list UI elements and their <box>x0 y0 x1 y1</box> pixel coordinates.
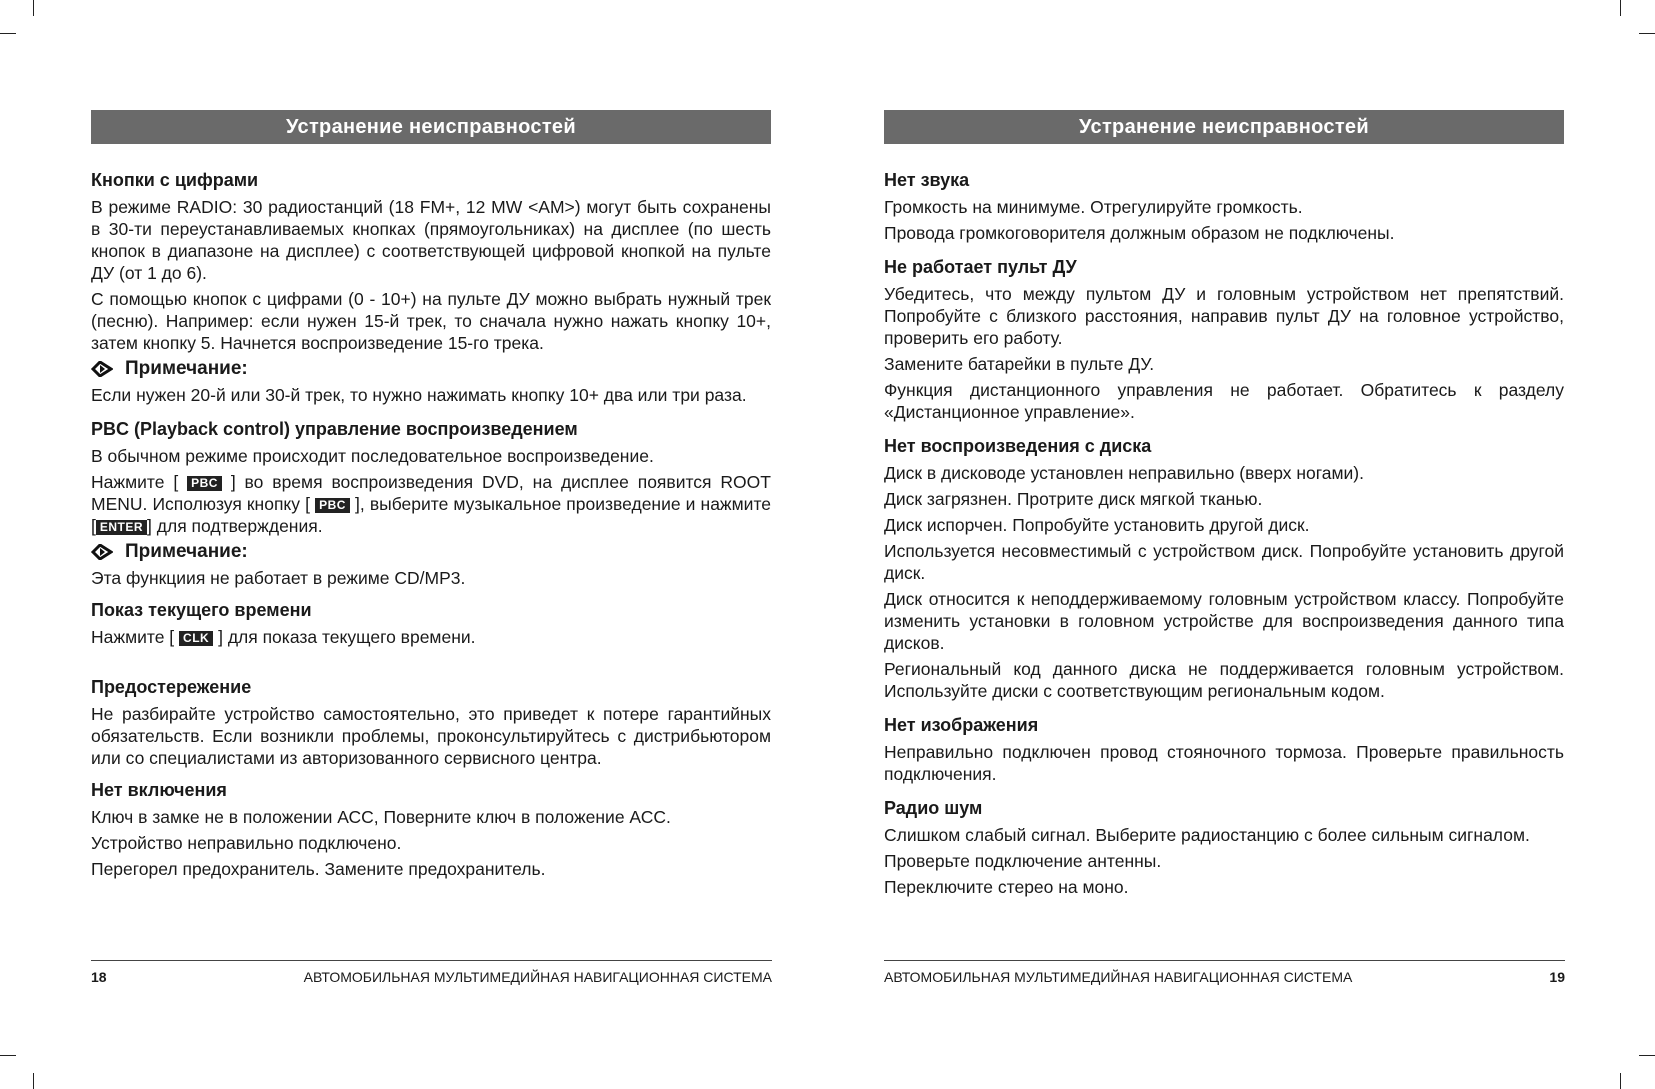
disc-line: Диск загрязнен. Протрите диск мягкой тканью. <box>884 489 1263 509</box>
crop-mark <box>0 33 16 34</box>
no-sound-line: Громкость на минимуме. Отрегулируйте громкость. <box>884 197 1303 217</box>
right-footer <box>884 960 1565 985</box>
no-sound-line: Провода громкоговорителя должным образом не подключены. <box>884 223 1395 243</box>
digits-paragraph-2: С помощью кнопок с цифрами (0 - 10+) на пульте ДУ можно выбрать нужный трек (песню). Например: если нужен 15-й трек, то сначала нужно нажать кнопку 10+, затем кнопку 5. Начнется воспроизведение 15-го трека. <box>91 289 771 353</box>
text-run: ] во время воспроизведения DVD, на дисплее появится ROOT MENU. Исполюзуя кнопку [ <box>91 472 771 514</box>
disc-heading: Нет воспроизведения с диска <box>884 436 1152 456</box>
remote-heading: Не работает пульт ДУ <box>884 257 1077 277</box>
radio-heading: Радио шум <box>884 798 983 818</box>
right-page <box>884 110 1564 902</box>
left-page <box>91 110 771 884</box>
pbc-key-badge: PBC <box>315 498 350 513</box>
page-number: 19 <box>1549 969 1565 985</box>
digits-heading: Кнопки с цифрами <box>91 170 259 190</box>
crop-mark <box>1620 0 1621 16</box>
crop-mark <box>1620 1073 1621 1089</box>
section-banner: Устранение неисправностей <box>884 110 1564 144</box>
no-sound-heading: Нет звука <box>884 170 970 190</box>
pbc-paragraph-1: В обычном режиме происходит последовательное воспроизведение. <box>91 446 654 466</box>
radio-line: Проверьте подключение антенны. <box>884 851 1162 871</box>
enter-key-badge: ENTER <box>96 520 147 535</box>
note-2 <box>91 541 771 563</box>
disc-line: Диск относится к неподдерживаемому головным устройством классу. Попробуйте изменить установки в головном устройстве для воспроизведения данного типа дисков. <box>884 589 1564 653</box>
remote-line: Функция дистанционного управления не работает. Обратитесь к разделу «Дистанционное управление». <box>884 380 1564 422</box>
no-power-line: Ключ в замке не в положении АСС, Поверните ключ в положение АСС. <box>91 807 671 827</box>
note-2-text: Эта функциия не работает в режиме CD/MP3. <box>91 568 466 588</box>
radio-line: Переключите стерео на моно. <box>884 877 1129 897</box>
note-1-text: Если нужен 20-й или 30-й трек, то нужно нажимать кнопку 10+ два или три раза. <box>91 385 747 405</box>
page-number: 18 <box>91 969 107 985</box>
remote-line: Убедитесь, что между пультом ДУ и головным устройством нет препятствий. Попробуйте с близкого расстояния, направив пульт ДУ на головное устройство, проверить его работу. <box>884 284 1564 348</box>
text-run: ] для подтверждения. <box>147 516 323 536</box>
text-run: Нажмите [ <box>91 627 175 647</box>
image-line: Неправильно подключен провод стояночного тормоза. Проверьте правильность подключения. <box>884 742 1564 784</box>
time-paragraph <box>91 626 771 648</box>
left-footer <box>91 960 772 985</box>
text-run: ], выберите музыкальное произведение и нажмите [ <box>91 494 771 536</box>
footer-title: АВТОМОБИЛЬНАЯ МУЛЬТИМЕДИЙНАЯ НАВИГАЦИОННАЯ СИСТЕМА <box>303 969 772 985</box>
disc-line: Региональный код данного диска не поддерживается головным устройством. Используйте диски с соответствующим региональным кодом. <box>884 659 1564 701</box>
disc-line: Используется несовместимый с устройством диск. Попробуйте установить другой диск. <box>884 541 1564 583</box>
pbc-paragraph-2 <box>91 471 771 537</box>
remote-line: Замените батарейки в пульте ДУ. <box>884 354 1155 374</box>
note-label: Примечание: <box>125 541 248 562</box>
warning-heading: Предостережение <box>91 677 252 697</box>
pbc-heading: PBC (Playback control) управление воспроизведением <box>91 419 578 439</box>
text-run: Нажмите [ <box>91 472 179 492</box>
footer-title: АВТОМОБИЛЬНАЯ МУЛЬТИМЕДИЙНАЯ НАВИГАЦИОННАЯ СИСТЕМА <box>884 969 1353 985</box>
disc-line: Диск в дисководе установлен неправильно (вверх ногами). <box>884 463 1364 483</box>
crop-mark <box>33 0 34 16</box>
image-heading: Нет изображения <box>884 715 1039 735</box>
note-1 <box>91 358 771 380</box>
disc-line: Диск испорчен. Попробуйте установить другой диск. <box>884 515 1310 535</box>
crop-mark <box>1639 1055 1655 1056</box>
no-power-line: Устройство неправильно подключено. <box>91 833 402 853</box>
radio-line: Слишком слабый сигнал. Выберите радиостанцию с более сильным сигналом. <box>884 825 1530 845</box>
digits-paragraph-1: В режиме RADIO: 30 радиостанций (18 FM+, 12 MW <AM>) могут быть сохранены в 30-ти переустанавливаемых кнопках (прямоугольниках) на дисплее (по шесть кнопок в диапазоне на дисплее) с соответствующей цифровой кнопкой на пульте ДУ (от 1 до 6). <box>91 197 771 283</box>
pbc-key-badge: PBC <box>187 476 222 491</box>
crop-mark <box>33 1073 34 1089</box>
no-power-line: Перегорел предохранитель. Замените предохранитель. <box>91 859 546 879</box>
text-run: ] для показа текущего времени. <box>218 627 476 647</box>
clk-key-badge: CLK <box>179 631 213 646</box>
no-power-heading: Нет включения <box>91 780 227 800</box>
note-diamond-icon <box>91 544 113 560</box>
crop-mark <box>1639 33 1655 34</box>
note-diamond-icon <box>91 361 113 377</box>
warning-text: Не разбирайте устройство самостоятельно, это приведет к потере гарантийных обязательств. Если возникли проблемы, проконсультируйтесь с дистрибьютором или со специалистами из авторизованного сервисного центра. <box>91 704 771 768</box>
crop-mark <box>0 1055 16 1056</box>
note-label: Примечание: <box>125 358 248 379</box>
time-heading: Показ текущего времени <box>91 600 312 620</box>
section-banner: Устранение неисправностей <box>91 110 771 144</box>
